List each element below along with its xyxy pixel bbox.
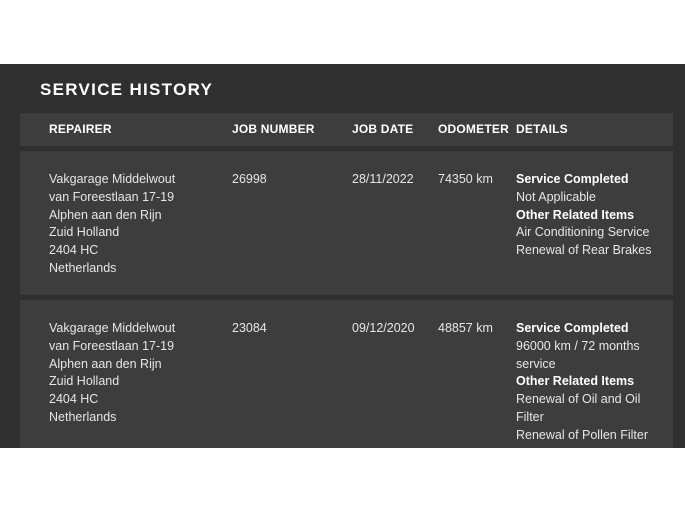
other-items-heading: Other Related Items [516,374,635,389]
details-cell [516,171,666,260]
repairer-postcode: 2404 HC [49,243,99,258]
service-completed-heading: Service Completed [516,172,629,186]
details-cell [516,320,666,445]
repairer-cell [49,320,224,427]
header-job-date: JOB DATE [352,122,414,136]
job-number: 23084 [232,321,267,335]
repairer-street: van Foreestlaan 17-19 [49,189,175,204]
repairer-city: Alphen aan den Rijn [49,207,162,222]
table-row [20,300,673,448]
section-title: SERVICE HISTORY [40,80,214,99]
job-date: 09/12/2020 [352,321,415,335]
repairer-postcode: 2404 HC [49,392,99,407]
header-repairer: REPAIRER [49,122,112,136]
repairer-name: Vakgarage Middelwout [49,321,176,335]
job-date: 28/11/2022 [352,172,414,186]
other-item: Air Conditioning Service [516,225,650,240]
odometer: 48857 km [438,321,493,335]
repairer-country: Netherlands [49,409,117,424]
table-header [20,113,673,146]
repairer-country: Netherlands [49,260,117,275]
repairer-name: Vakgarage Middelwout [49,172,176,186]
header-details: DETAILS [516,122,568,136]
repairer-street: van Foreestlaan 17-19 [49,338,175,353]
other-item: Renewal of Pollen Filter [516,427,649,442]
repairer-city: Alphen aan den Rijn [49,356,162,371]
odometer: 74350 km [438,172,493,186]
other-item: Renewal of Rear Brakes [516,243,652,258]
service-history-panel [0,64,685,448]
service-completed-heading: Service Completed [516,321,629,335]
repairer-province: Zuid Holland [49,374,120,389]
other-item: Renewal of Oil and Oil Filter [516,392,641,424]
other-items-heading: Other Related Items [516,207,635,222]
header-odometer: ODOMETER [438,122,509,136]
job-number: 26998 [232,172,267,186]
repairer-province: Zuid Holland [49,225,120,240]
header-job-number: JOB NUMBER [232,122,315,136]
table-row [20,151,673,295]
service-completed-value: Not Applicable [516,189,596,204]
repairer-cell [49,171,224,278]
service-completed-value: 96000 km / 72 months service [516,338,640,371]
